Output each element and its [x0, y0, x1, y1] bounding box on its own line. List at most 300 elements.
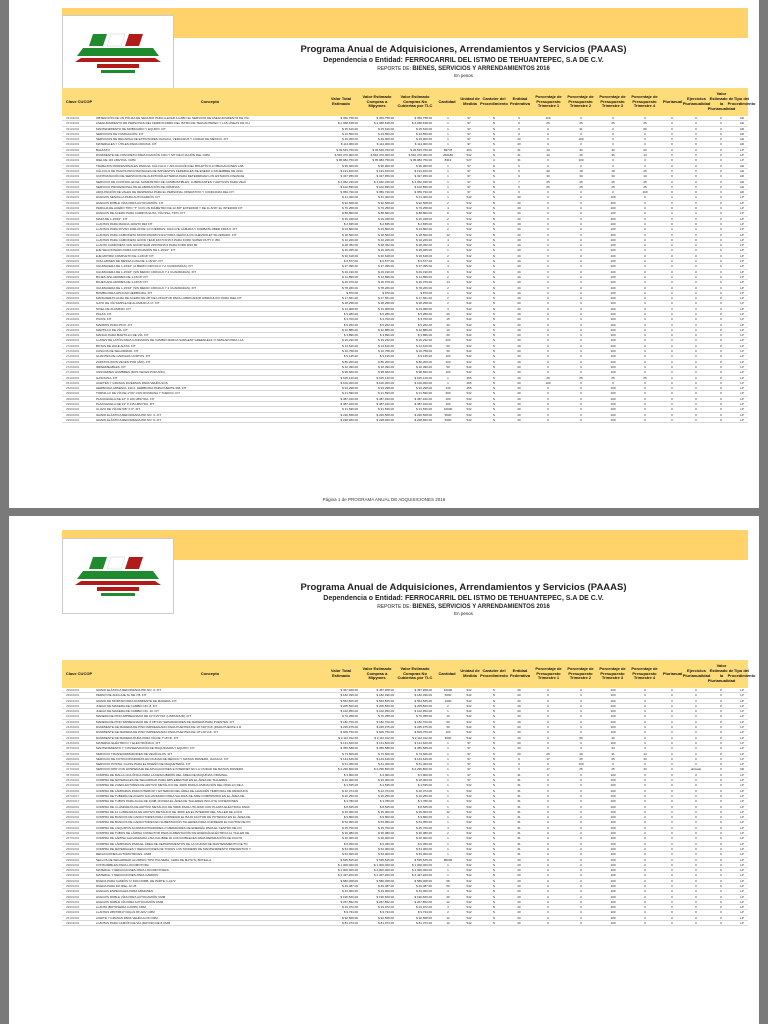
cell-trimestre-4: 0 — [644, 730, 646, 735]
cell-valor-mipymes: $ 564,505.00 — [376, 698, 394, 703]
cell-plurianual: 0 — [671, 179, 673, 184]
cell-entidad: 20 — [517, 910, 521, 915]
cell-valor-mipymes: $ 94,298.00 — [378, 386, 394, 391]
cell-tipo: AD — [739, 137, 745, 142]
cell-concepto: EJE MOTRIZ COMPLETO DE 1-15/16" FIT — [96, 253, 154, 258]
cell-trimestre-4: 0 — [644, 857, 646, 862]
cell-cantidad: 12 — [446, 899, 450, 904]
cell-valor-mipymes: $ 131,600.00 — [376, 740, 394, 745]
cell-clave: 33101001 — [66, 216, 80, 221]
cell-cantidad: 300 — [445, 391, 451, 396]
cell-plurianual: 0 — [671, 788, 673, 793]
cell-valor-tlc: $ 143,629.00 — [414, 756, 432, 761]
cell-cantidad: 100 — [445, 370, 451, 375]
cell-clave: 29901001 — [66, 285, 80, 290]
cell-trimestre-4: 0 — [644, 301, 646, 306]
table-body — [62, 116, 748, 423]
cell-trimestre-4: 0 — [644, 783, 646, 788]
cell-clave: 29901001 — [66, 688, 80, 692]
header-trimestre-4: Porcentaje de Presupuesto Trimestre 4 — [631, 665, 658, 681]
cell-valor-plurianual: 0 — [720, 137, 722, 142]
cell-trimestre-4: 0 — [644, 762, 646, 767]
cell-trimestre-3: 100 — [610, 820, 616, 825]
cell-entidad: 20 — [517, 200, 521, 205]
cell-concepto: BUJES AISLADORES DE 1-15/16" FIT — [96, 280, 148, 285]
cell-trimestre-1: 0 — [547, 296, 549, 301]
cell-unidad: 542 — [466, 364, 472, 369]
cell-clave: 33101001 — [66, 131, 80, 136]
cell-valor-tlc: $ 2,437,200.00 — [411, 873, 432, 878]
cell-trimestre-3: 100 — [610, 793, 616, 798]
cell-entidad: 20 — [517, 862, 521, 867]
cell-valor-total: $ 3,896.00 — [343, 333, 358, 338]
cell-valor-tlc: $ 387,320.00 — [414, 396, 432, 401]
cell-tipo: LP — [740, 243, 744, 248]
cell-plurianual: 0 — [671, 799, 673, 804]
cell-entidad: 9 — [518, 190, 520, 195]
cell-ejercicios: 0 — [695, 386, 697, 391]
cell-trimestre-1: 0 — [547, 878, 549, 883]
cell-plurianual: 0 — [671, 778, 673, 783]
cell-trimestre-1: 0 — [547, 343, 549, 348]
cell-valor-mipymes: $ 23,972.00 — [378, 905, 394, 910]
cell-valor-plurianual: 0 — [720, 126, 722, 131]
cell-valor-mipymes: $ 26,348.00 — [378, 216, 394, 221]
cell-entidad: 20 — [517, 899, 521, 904]
cell-unidad: 97 — [467, 184, 471, 189]
cell-unidad: 542 — [466, 846, 472, 851]
cell-entidad: 20 — [517, 746, 521, 751]
header-trimestre-2: Porcentaje de Presupuesto Trimestre 2 — [567, 665, 594, 681]
cell-valor-mipymes: $ 182,700.00 — [376, 719, 394, 724]
header-valor-tlc: Valor Estimado Compras No Cubiertas por TLC — [397, 93, 433, 109]
cell-trimestre-2: 0 — [580, 709, 582, 714]
cell-ejercicios: 0 — [695, 703, 697, 708]
cell-trimestre-4: 3 — [644, 746, 646, 751]
cell-valor-total: $ 4,062,036.00 — [337, 179, 358, 184]
cell-trimestre-3: 100 — [610, 783, 616, 788]
cell-trimestre-2: 0 — [580, 232, 582, 237]
cell-clave: 24401001 — [66, 740, 80, 745]
cell-plurianual: 0 — [671, 688, 673, 692]
cell-plurianual: 0 — [671, 391, 673, 396]
cell-cantidad: 10 — [446, 327, 450, 332]
cell-valor-total: $ 23,972.00 — [342, 905, 358, 910]
cell-plurianual: 0 — [671, 311, 673, 316]
cell-trimestre-1: 0 — [547, 126, 549, 131]
cell-ejercicios: 0 — [695, 211, 697, 216]
cell-ejercicios: 0 — [695, 402, 697, 407]
cell-unidad: 542 — [466, 280, 472, 285]
cell-ejercicios: 0 — [695, 142, 697, 147]
cell-clave: 29601001 — [66, 756, 80, 761]
cell-plurianual: 0 — [671, 190, 673, 195]
cell-plurianual: 0 — [671, 846, 673, 851]
cell-clave: 33101001 — [66, 184, 80, 189]
cell-tipo: LP — [740, 783, 744, 788]
cell-cantidad: 14 — [446, 280, 450, 285]
cell-trimestre-1: 0 — [547, 815, 549, 820]
cell-clave: 26101001 — [66, 778, 80, 783]
cell-entidad: 31 — [517, 809, 521, 814]
cell-valor-mipymes: $ 32,390.00 — [378, 364, 394, 369]
cell-concepto: PICOS. FIT — [96, 317, 112, 322]
cell-valor-plurianual: 0 — [720, 740, 722, 745]
cell-valor-plurianual: 0 — [720, 386, 722, 391]
cell-caracter: N — [492, 804, 496, 809]
cell-caracter: N — [492, 756, 496, 761]
cell-entidad: 20 — [517, 259, 521, 264]
cell-trimestre-2: 0 — [580, 921, 582, 926]
header-plurianual: Plurianual — [662, 670, 683, 676]
cell-trimestre-3: 25 — [611, 375, 615, 380]
cell-valor-plurianual: 0 — [720, 285, 722, 290]
cell-entidad: 20 — [517, 311, 521, 316]
cell-trimestre-2: 25 — [579, 179, 583, 184]
cell-trimestre-2: 0 — [580, 793, 582, 798]
cell-valor-plurianual: 0 — [720, 894, 722, 899]
cell-tipo: LP — [740, 206, 744, 211]
cell-clave: 33101001 — [66, 163, 80, 168]
cell-valor-mipymes: $ 28,258.00 — [378, 301, 394, 306]
cell-trimestre-2: 0 — [580, 269, 582, 274]
cell-concepto: CHUMACERA DE 1-15/16" (A MEDIO CIRCULO Y A CUADRADAS). FIT — [96, 264, 193, 269]
cell-trimestre-3: 100 — [610, 338, 616, 343]
cell-valor-mipymes: $ 2,437,200.00 — [373, 873, 394, 878]
cell-trimestre-2: 0 — [580, 772, 582, 777]
cell-valor-mipymes: $ 182,396.00 — [376, 693, 394, 698]
cell-trimestre-1: 25 — [546, 179, 550, 184]
cell-valor-tlc: $ 4,535.00 — [417, 783, 432, 788]
cell-caracter: N — [492, 142, 496, 147]
cell-entidad: 20 — [517, 873, 521, 878]
cell-cantidad: 50 — [446, 364, 450, 369]
cell-trimestre-4: 0 — [644, 290, 646, 295]
cell-caracter: N — [492, 322, 496, 327]
cell-concepto: PERNO DE ANCLAJE SL DE 7/8. FIT — [96, 693, 147, 698]
cell-trimestre-2: 0 — [580, 778, 582, 783]
cell-unidad: 97 — [467, 179, 471, 184]
cell-plurianual: 0 — [671, 756, 673, 761]
cell-trimestre-2: 0 — [580, 327, 582, 332]
header-trimestre-1: Porcentaje de Presupuesto Trimestre 1 — [535, 665, 562, 681]
cell-tipo: AD — [739, 131, 745, 136]
cell-valor-tlc: $ 182,396.00 — [414, 693, 432, 698]
cell-valor-total: $ 23,800.00 — [342, 227, 358, 232]
cell-entidad: 20 — [517, 142, 521, 147]
cell-caracter: N — [492, 301, 496, 306]
cell-tipo: LP — [740, 698, 744, 703]
cell-concepto: PALAS. FIT — [96, 311, 112, 316]
cell-valor-plurianual: 0 — [720, 168, 722, 173]
cell-caracter: N — [492, 889, 496, 894]
currency-note: En pesos — [454, 611, 473, 616]
cell-valor-mipymes: $ 32,886.00 — [378, 327, 394, 332]
cell-plurianual: 0 — [671, 137, 673, 142]
cell-concepto: MANTENIMIENTO Y CONSERVACIÓN DE MAQUINARIA Y EQUIPO. FIT — [96, 746, 195, 751]
cell-unidad: 542 — [466, 889, 472, 894]
cell-caracter: N — [492, 137, 496, 142]
cell-trimestre-2: 0 — [580, 285, 582, 290]
cell-entidad: 20 — [517, 221, 521, 226]
cell-plurianual: 0 — [671, 746, 673, 751]
cell-tipo: LP — [740, 317, 744, 322]
ferrocarril-logo — [62, 538, 174, 614]
cell-ejercicios: 0 — [695, 253, 697, 258]
cell-valor-tlc: $ 5,262.00 — [417, 322, 432, 327]
cell-valor-mipymes: $ 79,258.00 — [378, 206, 394, 211]
header-valor-mipymes: Valor Estimado Compras a Mipymes — [362, 93, 392, 109]
cell-plurianual: 0 — [671, 285, 673, 290]
cell-unidad: 97 — [467, 116, 471, 120]
cell-concepto: LLAVES DE LATÓN PARA CANDADOS DE CAMBIO MARCA SARGENT GREENLEAF O SIMILAR PARA LLA — [96, 338, 244, 343]
cell-trimestre-1: 0 — [547, 391, 549, 396]
cell-valor-total: $ 9,135.00 — [343, 354, 358, 359]
cell-cantidad: 60 — [446, 719, 450, 724]
cell-tipo: LP — [740, 264, 744, 269]
cell-unidad: 542 — [466, 868, 472, 873]
cell-tipo: LP — [740, 740, 744, 745]
cell-plurianual: 0 — [671, 386, 673, 391]
cell-trimestre-3: 100 — [610, 703, 616, 708]
cell-trimestre-3: 0 — [612, 380, 614, 385]
cell-caracter: N — [492, 327, 496, 332]
cell-cantidad: 30 — [446, 322, 450, 327]
cell-valor-mipymes: $ 31,536.00 — [378, 407, 394, 412]
cell-unidad: 542 — [466, 831, 472, 836]
cell-unidad: 542 — [466, 417, 472, 422]
cell-trimestre-3: 100 — [610, 910, 616, 915]
cell-valor-mipymes: $ 37,395.00 — [378, 264, 394, 269]
cell-plurianual: 0 — [671, 852, 673, 857]
cell-plurianual: 0 — [671, 751, 673, 756]
cell-caracter: N — [492, 783, 496, 788]
cell-plurianual: 0 — [671, 719, 673, 724]
cell-valor-plurianual: 0 — [720, 227, 722, 232]
cell-valor-plurianual: 0 — [720, 709, 722, 714]
cell-valor-mipymes: $ 100,000.00 — [376, 380, 394, 385]
cell-entidad: 20 — [517, 693, 521, 698]
cell-tipo: LP — [740, 343, 744, 348]
cell-valor-plurianual: 0 — [720, 211, 722, 216]
cell-trimestre-4: 0 — [644, 799, 646, 804]
cell-plurianual: 0 — [671, 725, 673, 730]
cell-ejercicios: 0 — [695, 311, 697, 316]
cell-entidad: 20 — [517, 905, 521, 910]
cell-trimestre-2: 0 — [580, 868, 582, 873]
cell-ejercicios: 0 — [695, 243, 697, 248]
cell-unidad: 542 — [466, 862, 472, 867]
cell-valor-plurianual: 0 — [720, 825, 722, 830]
cell-trimestre-2: 0 — [580, 343, 582, 348]
cell-trimestre-2: 0 — [580, 905, 582, 910]
cell-trimestre-1: 0 — [547, 820, 549, 825]
cell-trimestre-1: 0 — [547, 311, 549, 316]
cell-tipo: LP — [740, 852, 744, 857]
report-type-line: REPORTE DE: BIENES, SERVICIOS Y ARRENDAMIENTOS 2016 — [377, 66, 550, 72]
cell-valor-total: $ 30,618.00 — [342, 253, 358, 258]
cell-ejercicios: 0 — [695, 232, 697, 237]
cell-caracter: N — [492, 396, 496, 401]
cell-valor-total: $ 131,600.00 — [340, 740, 358, 745]
cell-valor-total: $ 2,112,012.00 — [338, 735, 358, 740]
cell-trimestre-3: 100 — [610, 815, 616, 820]
header-valor-plurianual: Valor Estimado de la Plurianualidad — [707, 91, 736, 111]
cell-cantidad: 1 — [447, 852, 449, 857]
cell-concepto: CHUMACERA DE 1-15/16" (SIN MEDIO CIRCULO Y 4 CUADRADAS). FIT — [96, 285, 197, 290]
cell-ejercicios: 0 — [695, 740, 697, 745]
header-trimestre-4: Porcentaje de Presupuesto Trimestre 4 — [631, 93, 658, 109]
cell-tipo: LP — [740, 772, 744, 777]
cell-trimestre-1: 0 — [547, 396, 549, 401]
cell-tipo: LP — [740, 322, 744, 327]
cell-valor-plurianual: 0 — [720, 259, 722, 264]
cell-valor-tlc: $ 63,000.00 — [416, 852, 432, 857]
cell-cantidad: 1 — [447, 788, 449, 793]
cell-valor-tlc: $ 43,000.00 — [416, 889, 432, 894]
cell-clave: 26701001 — [66, 836, 80, 841]
cell-clave: 33101001 — [66, 232, 80, 237]
cell-cantidad: 1 — [447, 195, 449, 200]
cell-clave: 26601001 — [66, 815, 80, 820]
cell-clave: 29601001 — [66, 878, 80, 883]
cell-unidad: 542 — [466, 698, 472, 703]
cell-plurianual: 0 — [671, 693, 673, 698]
cell-trimestre-4: 0 — [644, 878, 646, 883]
cell-valor-plurianual: 0 — [720, 237, 722, 242]
cell-plurianual: 0 — [671, 868, 673, 873]
cell-valor-total: $ 73,606.00 — [342, 751, 358, 756]
cell-plurianual: 0 — [671, 147, 673, 152]
cell-tipo: LP — [740, 306, 744, 311]
cell-ejercicios: 0 — [695, 412, 697, 417]
cell-valor-plurianual: 0 — [720, 311, 722, 316]
cell-valor-plurianual: 0 — [720, 131, 722, 136]
cell-trimestre-3: 100 — [610, 688, 616, 692]
cell-clave: 31701001 — [66, 767, 80, 772]
cell-concepto: GUANTES DE CARNAZA CORTOS. FIT — [96, 354, 151, 359]
cell-entidad: 9 — [518, 163, 520, 168]
cell-plurianual: 0 — [671, 327, 673, 332]
cell-trimestre-3: 100 — [610, 333, 616, 338]
cell-trimestre-4: 0 — [644, 910, 646, 915]
cell-valor-tlc: $ 114,000.00 — [414, 142, 432, 147]
cell-valor-total: $ 28,258.00 — [342, 301, 358, 306]
cell-trimestre-4: 0 — [644, 825, 646, 830]
cell-unidad: 542 — [466, 809, 472, 814]
cell-unidad: 542 — [466, 391, 472, 396]
cell-unidad: 542 — [466, 899, 472, 904]
cell-trimestre-4: 0 — [644, 296, 646, 301]
cell-trimestre-1: 0 — [547, 873, 549, 878]
cell-unidad: 542 — [466, 221, 472, 226]
cell-valor-tlc: $ 360,758.00 — [414, 116, 432, 120]
cell-cantidad: 1 — [447, 221, 449, 226]
cell-trimestre-4: 20 — [643, 147, 647, 152]
cell-trimestre-4: 0 — [644, 688, 646, 692]
cell-unidad: 542 — [466, 788, 472, 793]
cell-tipo: LP — [740, 804, 744, 809]
cell-trimestre-1: 0 — [547, 804, 549, 809]
cell-trimestre-3: 100 — [610, 915, 616, 920]
cell-concepto: HUEGOS DOBLE VÍAS PARA AUTOCAMIÓN. FIT — [96, 200, 164, 205]
cell-plurianual: 0 — [671, 899, 673, 904]
cell-tipo: LP — [740, 253, 744, 258]
cell-entidad: 20 — [517, 317, 521, 322]
cell-tipo: AD — [739, 116, 745, 120]
cell-ejercicios: 0 — [695, 878, 697, 883]
cell-valor-plurianual: 0 — [720, 359, 722, 364]
cell-tipo: LP — [740, 311, 744, 316]
cell-ejercicios: 0 — [695, 274, 697, 279]
cell-entidad: 20 — [517, 740, 521, 745]
cell-plurianual: 0 — [671, 730, 673, 735]
cell-valor-tlc: $ 25,616.00 — [416, 126, 432, 131]
cell-unidad: 97 — [467, 746, 471, 751]
cell-trimestre-4: 0 — [644, 386, 646, 391]
cell-cantidad: 1 — [447, 116, 449, 120]
cell-unidad: 464 — [466, 147, 472, 152]
cell-trimestre-2: 0 — [580, 846, 582, 851]
cell-trimestre-4: 0 — [644, 269, 646, 274]
cell-valor-total: $ 6,450.00 — [343, 841, 358, 846]
cell-trimestre-2: 0 — [580, 280, 582, 285]
cell-valor-mipymes: $ 64,000.00 — [378, 846, 394, 851]
cell-cantidad: 2 — [447, 301, 449, 306]
cell-clave: 29601001 — [66, 905, 80, 910]
cell-cantidad: 2 — [447, 910, 449, 915]
cell-cantidad: 15 — [446, 317, 450, 322]
cell-tipo: AD — [739, 184, 745, 189]
cell-trimestre-4: 0 — [644, 259, 646, 264]
cell-caracter: N — [492, 730, 496, 735]
cell-clave: 33101001 — [66, 158, 80, 163]
cell-concepto: CONSUMIBLES PARA LOCOMOTORA — [96, 862, 149, 867]
cell-entidad: 20 — [517, 306, 521, 311]
cell-unidad: 542 — [466, 825, 472, 830]
cell-unidad: 97 — [467, 126, 471, 131]
cell-caracter: N — [492, 391, 496, 396]
header-caracter: Carácter del Procedimiento — [480, 668, 508, 678]
cell-trimestre-3: 100 — [610, 364, 616, 369]
cell-caracter: N — [492, 714, 496, 719]
cell-valor-mipymes: $ 205,560.00 — [376, 703, 394, 708]
cell-caracter: N — [492, 370, 496, 375]
cell-unidad: 97 — [467, 751, 471, 756]
cell-valor-mipymes: $ 70,358.00 — [378, 714, 394, 719]
cell-tipo: LP — [740, 232, 744, 237]
cell-trimestre-2: 31 — [579, 126, 583, 131]
cell-trimestre-4: 0 — [644, 831, 646, 836]
cell-ejercicios: 0 — [695, 772, 697, 777]
cell-trimestre-1: 0 — [547, 730, 549, 735]
cell-clave: 33101001 — [66, 174, 80, 179]
cell-entidad: 20 — [517, 248, 521, 253]
cell-valor-tlc: $ 29,232.00 — [416, 338, 432, 343]
cell-entidad: 20 — [517, 269, 521, 274]
cell-cantidad: 5000 — [444, 693, 452, 698]
cell-valor-total: $ 14,899.00 — [342, 274, 358, 279]
cell-valor-tlc: $ 102,896.00 — [414, 184, 432, 189]
cell-valor-mipymes: $ 267,852.00 — [376, 899, 394, 904]
cell-entidad: 31 — [517, 778, 521, 783]
cell-valor-plurianual: 0 — [720, 179, 722, 184]
cell-tipo: LP — [740, 349, 744, 354]
cell-valor-tlc: $ 535,525.00 — [414, 857, 432, 862]
cell-cantidad: 4 — [447, 264, 449, 269]
cell-trimestre-2: 0 — [580, 693, 582, 698]
cell-entidad: 20 — [517, 206, 521, 211]
